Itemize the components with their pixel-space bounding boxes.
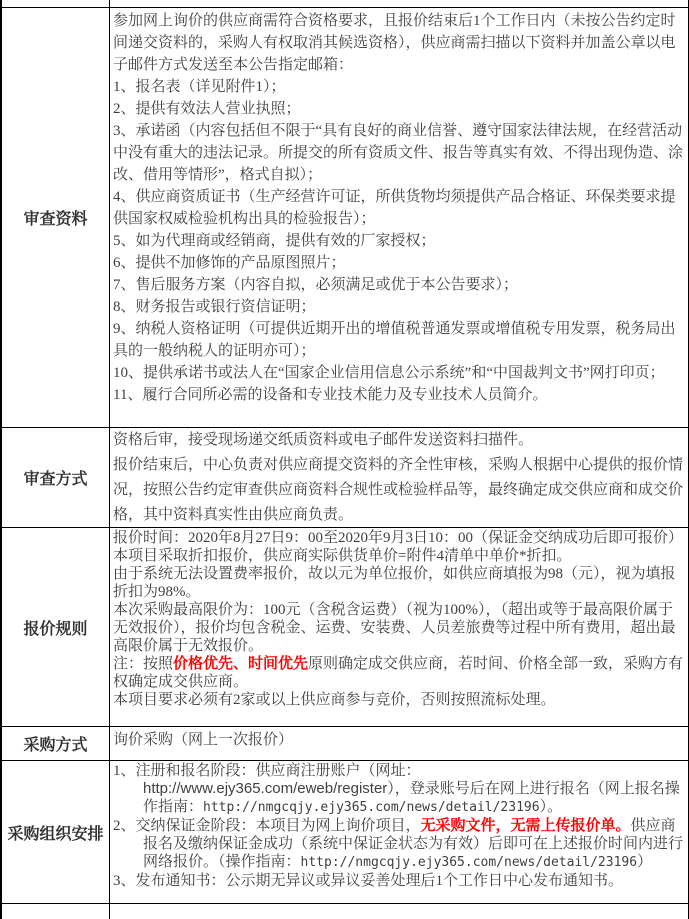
body-text: 本项目采取折扣报价，供应商实际供货单价=附件4清单中单价*折扣。 [113,548,572,564]
row-label-text: 报价规则 [23,620,88,638]
row-label-text: 采购组织安排 [7,825,104,843]
table-row-cropped-top-row [2,0,688,8]
paragraph [113,318,684,362]
body-text: 询价采购（网上一次报价） [113,732,294,748]
row-label-text: 采购方式 [23,737,88,754]
body-text: 10、提供承诺书或法人在“国家企业信用信息公示系统”和“中国裁判文书”网打印页； [113,365,665,381]
paragraph [113,729,684,751]
row-label-review-materials [2,8,110,427]
url-text: http://nmgcqjy.ejy365.com/news/detail/23196 [203,800,540,815]
paragraph [113,762,684,817]
paragraph [113,529,684,547]
paragraph [113,362,684,384]
paragraph [113,274,684,296]
row-content-review-materials [110,8,688,427]
row-label-text: 审查资料 [23,211,88,228]
paragraph [113,601,684,655]
body-text: ），登录账号后在网上进行报名（网上报名操作指南： [143,781,680,815]
row-label-procurement-organization [2,761,110,903]
paragraph [113,565,684,601]
paragraph [113,384,684,406]
row-label-cropped-bottom-row [2,904,110,919]
row-content-review-method [110,428,688,527]
body-text: 1、报名表（详见附件1）； [113,79,286,95]
row-label-procurement-method [2,727,110,760]
row-label-review-method [2,428,110,527]
url-text: http://www.ejy365.com/eweb/register [143,780,388,797]
paragraph [113,817,684,872]
paragraph [113,252,684,274]
paragraph [113,76,684,98]
paragraph [113,186,684,230]
body-text: 8、财务报告或银行资信证明； [113,299,316,315]
body-text: 6、提供不加修饰的产品原图照片； [113,255,346,271]
table-row-review-materials [2,8,688,428]
url-text: http://nmgcqjy.ejy365.com/news/detail/23196 [300,855,638,870]
body-text: 资格后审，接受现场递交纸质资料或电子邮件发送资料扫描件。 [113,432,534,448]
paragraph [113,655,684,691]
row-label-text: 审查方式 [23,471,88,488]
row-content-cropped-bottom-row [110,904,688,919]
body-text: 1、注册和报名阶段：供应商注册账户（网址： [113,763,421,779]
paragraph [113,428,684,453]
row-label-quotation-rules [2,528,110,726]
paragraph [113,872,684,890]
row-content-procurement-method [110,727,688,760]
paragraph [113,691,684,709]
paragraph [113,120,684,186]
body-text: 注：按照 [113,656,174,672]
body-text: 3、承诺函（内容包括但不限于“具有良好的商业信誉、遵守国家法律法规，在经营活动中没有重大的违法记录。所提交的所有资质文件、报告等真实有效、不得出现伪造、涂改、借用等情形”，格式自拟）； [113,123,684,183]
table-row-quotation-rules [2,528,688,727]
body-text: 本次采购最高限价为：100元（含税含运费）（视为100%），（超出或等于最高限价属于无效报价），报价均包含税金、运费、安装费、人员差旅费等过程中所有费用，超出最高限价属于无效报价。 [113,602,676,654]
body-text: 原则确定成交供应商，若时间、价格全部一致，采购方有权确定成交供应商。 [113,656,684,690]
table-row-procurement-method [2,727,688,761]
row-content-procurement-organization [110,761,688,903]
body-text: 9、纳税人资格证明（可提供近期开出的增值税普通发票或增值税专用发票，税务局出具的一般纳税人的证明亦可）； [113,321,676,359]
body-text: 5、如为代理商或经销商，提供有效的厂家授权； [113,233,436,249]
row-content-cropped-top-row [110,0,688,7]
body-text: 3、发布通知书：公示期无异议或异议妥善处理后1个工作日中心发布通知书。 [113,873,624,889]
body-text: 由于系统无法设置费率报价，故以元为单位报价，如供应商填报为98（元），视为填报折扣为98%。 [113,566,676,600]
body-text: 7、售后服务方案（内容自拟，必须满足或优于本公告要求）； [113,277,519,293]
body-text: 2、提供有效法人营业执照； [113,101,301,117]
highlight-red-text: 无采购文件，无需上传报价单。 [420,818,631,834]
paragraph [113,453,684,527]
body-text: 供应商报名及缴纳保证金成功（系统中保证金状态为有效）后即可在上述报价时间内进行网络报价。（操作指南： [143,818,684,870]
body-text: 参加网上询价的供应商需符合资格要求，且报价结束后1个工作日内（未按公告约定时间递交资料的，采购人有权取消其候选资格），供应商需扫描以下资料并加盖公章以电子邮件方式发送至本公告指定邮箱： [113,13,676,73]
paragraph [113,547,684,565]
body-text: ）。 [539,799,563,815]
row-label-cropped-top-row [2,0,110,7]
body-text: 报价时间：2020年8月27日9：00至2020年9月3日10：00（保证金交纳成功后即可报价） [113,530,684,546]
body-text: ） [637,854,653,870]
body-text: 4、供应商资质证书（生产经营许可证，所供货物均须提供产品合格证、环保类要求提供国家权威检验机构出具的检验报告）； [113,189,676,227]
body-text: 11、履行合同所必需的设备和专业技术能力及专业技术人员简介。 [113,387,548,403]
body-text: 2、交纳保证金阶段：本项目为网上询价项目， [113,818,421,834]
paragraph [113,98,684,120]
paragraph [113,296,684,318]
highlight-red-text: 价格优先、时间优先 [173,656,309,672]
body-text: 本项目要求必须有2家或以上供应商参与竞价，否则按照流标处理。 [113,692,556,708]
table-row-procurement-organization [2,761,688,904]
row-content-quotation-rules [110,528,688,726]
body-text: 报价结束后，中心负责对供应商提交资料的齐全性审核，采购人根据中心提供的报价情况，按照公告约定审查供应商资料合规性或检验样品等，最终确定成交供应商和成交价格，其中资料真实性由供应商负责。 [113,457,684,523]
paragraph [113,230,684,252]
table-row-review-method [2,428,688,528]
table-row-cropped-bottom-row [2,904,688,919]
paragraph [113,10,684,76]
